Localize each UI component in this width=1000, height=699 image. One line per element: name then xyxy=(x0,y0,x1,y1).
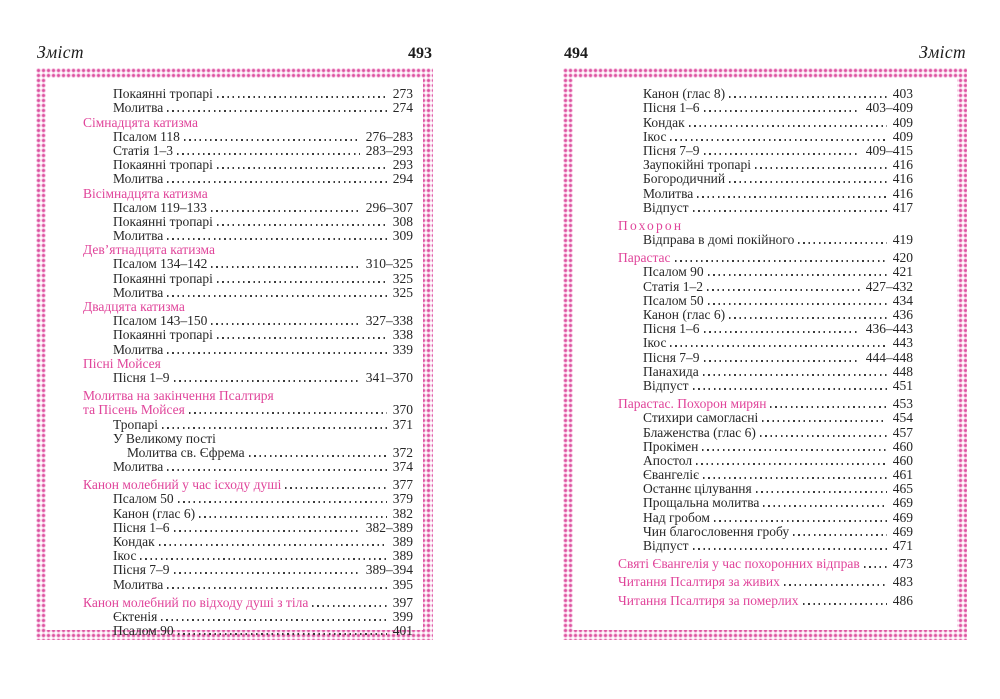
toc-entry-page: 403 xyxy=(892,86,913,102)
toc-entry xyxy=(618,411,913,425)
dot-leader xyxy=(729,317,887,319)
toc-entry xyxy=(83,610,413,624)
toc-entry-label: Ікос xyxy=(113,548,137,564)
toc-entry-label: Чин благословення гробу xyxy=(643,523,790,539)
dot-leader xyxy=(211,266,359,268)
toc-entry-label: Канон (глас 6) xyxy=(643,307,726,322)
toc-entry-label: Молитва xyxy=(113,576,164,592)
dot-leader xyxy=(161,619,386,621)
toc-entry-page: 416 xyxy=(892,157,913,173)
toc-entry xyxy=(83,314,413,328)
toc-entry-page: 460 xyxy=(892,452,913,468)
page-right xyxy=(563,42,967,640)
toc-entry-page: 339 xyxy=(392,341,413,357)
toc-entry xyxy=(83,328,413,342)
dot-leader xyxy=(217,337,387,339)
toc-entry-page: 389 xyxy=(392,534,413,549)
toc-entry-label: Псалом 50 xyxy=(113,491,174,507)
dot-leader xyxy=(693,388,887,390)
toc-entry-page: 469 xyxy=(892,495,913,511)
toc-entry xyxy=(618,525,913,539)
dot-leader xyxy=(217,224,387,226)
dot-leader xyxy=(708,303,887,305)
toc-entry-label: Канон (глас 8) xyxy=(643,86,726,102)
page-title: Зміст xyxy=(37,42,84,62)
toc-entry-label: Прокімен xyxy=(643,438,699,454)
toc-entry-page: 325 xyxy=(392,284,413,300)
toc-entry xyxy=(83,201,413,215)
toc-entry-label: Єктенія xyxy=(113,608,158,624)
toc-entry-label: Псалом 119–133 xyxy=(113,199,207,215)
toc-entry-page: 276–283 xyxy=(365,128,413,144)
toc-entry xyxy=(618,144,913,158)
toc-entry xyxy=(83,229,413,243)
page-number: 493 xyxy=(408,45,432,62)
toc-entry xyxy=(83,460,413,474)
toc-entry xyxy=(618,158,913,172)
toc-entry-page: 401 xyxy=(392,623,413,639)
toc-entry xyxy=(618,379,913,393)
toc-entry-page: 403–409 xyxy=(865,100,913,116)
toc-entry-label: Богородичний xyxy=(643,171,726,187)
toc-entry-label: Пісня 7–9 xyxy=(113,562,170,578)
toc-section-heading xyxy=(83,403,413,417)
dot-leader xyxy=(211,323,359,325)
toc-entry-page: 273 xyxy=(392,86,413,102)
toc-entry-page: 486 xyxy=(892,592,913,608)
toc-entry-page: 427–432 xyxy=(865,278,913,294)
dot-leader xyxy=(178,633,387,635)
toc-entry-page: 283–293 xyxy=(365,142,413,158)
dot-leader xyxy=(693,210,887,212)
dot-leader xyxy=(784,584,887,586)
toc-entry-page: 443 xyxy=(892,335,913,351)
toc-entry-page: 436 xyxy=(892,307,913,322)
dot-leader xyxy=(693,548,887,550)
dot-leader xyxy=(703,477,887,479)
toc-entry xyxy=(83,446,413,460)
toc-entry-page: 461 xyxy=(892,467,913,483)
toc-section-heading xyxy=(618,251,913,265)
dot-leader xyxy=(174,572,360,574)
dot-leader xyxy=(217,281,387,283)
toc-entry-label: Пісня 1–6 xyxy=(113,519,170,535)
dot-leader xyxy=(174,380,360,382)
toc-entry xyxy=(83,417,413,431)
toc-entry-page: 389 xyxy=(392,548,413,564)
toc-entry-page: 308 xyxy=(392,213,413,229)
toc-entry xyxy=(83,506,413,520)
toc-section-heading xyxy=(83,186,413,200)
toc-entry xyxy=(618,468,913,482)
toc-entry xyxy=(618,233,913,247)
toc-entry-page: 294 xyxy=(392,171,413,187)
dot-leader xyxy=(729,181,887,183)
toc-entry-page: 372 xyxy=(392,444,413,460)
toc-entry-label: Покаянні тропарі xyxy=(113,270,213,286)
toc-entry xyxy=(618,496,913,510)
toc-section-heading xyxy=(83,596,413,610)
toc-entry xyxy=(618,115,913,129)
dot-leader xyxy=(793,534,887,536)
dot-leader xyxy=(760,435,887,437)
page-left xyxy=(36,42,433,640)
toc-entry xyxy=(618,87,913,101)
toc-entry-page: 395 xyxy=(392,576,413,592)
toc-entry-page: 399 xyxy=(392,608,413,624)
toc-entry-label: Вісімнадцята катизма xyxy=(83,185,208,201)
toc-entry-label: Молитва xyxy=(113,284,164,300)
toc-entry xyxy=(83,172,413,186)
toc-entry-label: Псалом 90 xyxy=(113,623,174,639)
toc-entry-label: Покаянні тропарі xyxy=(113,86,213,102)
toc-entry xyxy=(618,454,913,468)
toc-entry-label: Над гробом xyxy=(643,509,710,525)
toc-entry-page: 382 xyxy=(392,505,413,521)
dot-leader xyxy=(184,139,360,141)
toc-entry-page: 473 xyxy=(892,556,913,572)
toc-entry-page: 420 xyxy=(892,250,913,266)
toc-entry xyxy=(83,535,413,549)
toc-entry xyxy=(83,215,413,229)
toc-entry-label: Відпуст xyxy=(643,538,689,553)
dot-leader xyxy=(167,295,386,297)
toc-entry xyxy=(618,510,913,524)
toc-entry-page: 327–338 xyxy=(365,313,413,329)
toc-entry-page: 341–370 xyxy=(365,369,413,385)
toc-entry-page: 417 xyxy=(892,199,913,215)
toc-entry-label: Відпуст xyxy=(643,377,689,393)
dot-leader xyxy=(189,412,387,414)
toc-entry xyxy=(83,432,413,446)
dot-leader xyxy=(675,260,887,262)
ornamental-border xyxy=(563,68,967,640)
toc-entry-label: Парастас xyxy=(618,250,671,266)
page-header-left xyxy=(36,42,433,68)
dot-leader xyxy=(708,274,887,276)
toc-entry-page: 274 xyxy=(392,100,413,116)
toc-entry xyxy=(83,624,413,638)
toc-entry-label: Пісні Мойсея xyxy=(83,355,161,371)
toc-entry xyxy=(83,371,413,385)
toc-entry-label: Молитва xyxy=(643,185,694,201)
dot-leader xyxy=(167,110,386,112)
dot-leader xyxy=(798,242,886,244)
toc-entry-label: Кондак xyxy=(113,534,155,549)
dot-leader xyxy=(140,558,386,560)
toc-entry-label: Євангеліє xyxy=(643,467,699,483)
toc-entry-label: Пісня 7–9 xyxy=(643,349,700,365)
dot-leader xyxy=(217,167,387,169)
toc-entry-page: 436–443 xyxy=(865,321,913,337)
dot-leader xyxy=(217,96,387,98)
toc-entry-label: Стихири самогласні xyxy=(643,410,759,426)
dot-leader xyxy=(763,505,886,507)
dot-leader xyxy=(167,469,386,471)
dot-leader xyxy=(670,345,886,347)
toc-entry-label: Пісня 1–6 xyxy=(643,100,700,116)
dot-leader xyxy=(755,167,887,169)
toc-entry xyxy=(618,350,913,364)
toc-entry-page: 382–389 xyxy=(365,519,413,535)
toc-entry xyxy=(83,144,413,158)
toc-section-heading xyxy=(618,575,913,589)
toc-entry-label: та Пісень Мойсея xyxy=(83,402,185,418)
dot-leader xyxy=(704,331,860,333)
toc-entry-page: 370 xyxy=(392,402,413,418)
toc-entry-page: 469 xyxy=(892,523,913,539)
dot-leader xyxy=(702,449,886,451)
toc-entry xyxy=(618,101,913,115)
toc-entry-page: 389–394 xyxy=(365,562,413,578)
toc-entry-label: Ікос xyxy=(643,128,667,144)
toc-section-heading xyxy=(618,219,913,233)
dot-leader xyxy=(159,544,387,546)
toc-entry-label: Статія 1–3 xyxy=(113,142,174,158)
page-title: Зміст xyxy=(919,42,966,62)
toc-entry xyxy=(618,201,913,215)
dot-leader xyxy=(211,210,360,212)
toc-entry xyxy=(83,286,413,300)
toc-section-heading xyxy=(83,300,413,314)
toc-entry-label: Читання Псалтиря за живих xyxy=(618,574,780,590)
dot-leader xyxy=(178,501,387,503)
page-number: 494 xyxy=(564,45,588,62)
toc-entry-label: Відправа в домі покійного xyxy=(643,232,795,248)
toc-entry-label: Блаженства (глас 6) xyxy=(643,424,756,440)
toc-entry xyxy=(618,172,913,186)
toc-entry-label: Сімнадцята катизма xyxy=(83,114,198,130)
toc-entry xyxy=(83,158,413,172)
dot-leader xyxy=(704,110,860,112)
toc-section-heading xyxy=(83,243,413,257)
dot-leader xyxy=(167,238,386,240)
toc-entry xyxy=(83,492,413,506)
toc-section-heading xyxy=(618,593,913,607)
toc-entry-label: Псалом 50 xyxy=(643,292,704,308)
toc-entry-page: 457 xyxy=(892,424,913,440)
toc-entry xyxy=(618,308,913,322)
toc-entry-label: Молитва xyxy=(113,459,164,475)
toc-entry-page: 448 xyxy=(892,363,913,379)
toc-entry-label: Кондак xyxy=(643,114,685,130)
toc-entry-page: 377 xyxy=(392,477,413,493)
toc-entry xyxy=(83,342,413,356)
toc-entry-page: 409–415 xyxy=(865,142,913,158)
dot-leader xyxy=(167,352,386,354)
dot-leader xyxy=(285,487,386,489)
toc-entry-label: Тропарі xyxy=(113,416,158,432)
ornamental-border xyxy=(36,68,433,640)
toc-entry-page: 454 xyxy=(892,410,913,426)
toc-entry-label: Прощальна молитва xyxy=(643,495,760,511)
toc-entry xyxy=(83,130,413,144)
toc-entry xyxy=(83,271,413,285)
toc-entry-label: Пісня 7–9 xyxy=(643,142,700,158)
toc-entry-label: Молитва xyxy=(113,171,164,187)
toc-entry xyxy=(618,186,913,200)
toc-entry-page: 374 xyxy=(392,459,413,475)
dot-leader xyxy=(762,420,886,422)
dot-leader xyxy=(174,530,360,532)
dot-leader xyxy=(756,491,887,493)
dot-leader xyxy=(167,587,386,589)
toc-entry-page: 451 xyxy=(892,377,913,393)
toc-entry-page: 296–307 xyxy=(365,199,413,215)
toc-entry-page: 421 xyxy=(892,264,913,280)
toc-entry-page: 471 xyxy=(892,538,913,553)
toc-entry-label: Псалом 90 xyxy=(643,264,704,280)
toc-entry-label: Відпуст xyxy=(643,199,689,215)
toc-entry xyxy=(83,563,413,577)
toc-entry-label: Покаянні тропарі xyxy=(113,327,213,343)
toc-list xyxy=(46,78,423,639)
toc-entry-page: 460 xyxy=(892,438,913,454)
toc-entry xyxy=(83,521,413,535)
toc-entry-page: 419 xyxy=(892,232,913,248)
toc-entry-label: Канон молебний у час ісходу душі xyxy=(83,477,282,493)
toc-entry-label: Канон (глас 6) xyxy=(113,505,196,521)
toc-entry-page: 434 xyxy=(892,292,913,308)
toc-entry-page: 409 xyxy=(892,114,913,130)
toc-entry xyxy=(618,322,913,336)
toc-entry-label: Молитва св. Єфрема xyxy=(127,444,245,460)
toc-section-heading xyxy=(618,557,913,571)
toc-entry xyxy=(83,549,413,563)
dot-leader xyxy=(670,139,886,141)
dot-leader xyxy=(249,455,387,457)
toc-entry-label: Молитва xyxy=(113,100,164,116)
dot-leader xyxy=(199,516,387,518)
toc-section-heading xyxy=(83,357,413,371)
toc-entry-page: 465 xyxy=(892,481,913,497)
toc-section-heading xyxy=(83,478,413,492)
toc-entry-page: 379 xyxy=(392,491,413,507)
dot-leader xyxy=(162,427,387,429)
toc-entry xyxy=(83,577,413,591)
toc-entry-label: Псалом 134–142 xyxy=(113,256,208,272)
toc-entry-label: Пісня 1–6 xyxy=(643,321,700,337)
toc-entry-label: У Великому пості xyxy=(113,430,216,446)
toc-entry xyxy=(618,279,913,293)
toc-entry-label: Молитва xyxy=(113,341,164,357)
dot-leader xyxy=(703,374,887,376)
toc-entry-page: 453 xyxy=(892,396,913,412)
toc-entry xyxy=(618,440,913,454)
toc-entry-page: 416 xyxy=(892,171,913,187)
toc-entry xyxy=(618,265,913,279)
toc-entry-label: Святі Євангелія у час похоронних відправ xyxy=(618,556,860,572)
toc-entry-label: Дев’ятнадцята катизма xyxy=(83,242,216,258)
toc-entry-label: Канон молебний по відходу душі з тіла xyxy=(83,594,309,610)
dot-leader xyxy=(729,96,887,98)
toc-entry-label: Молитва xyxy=(113,228,164,244)
toc-entry-label: Останнє цілування xyxy=(643,481,752,497)
dot-leader xyxy=(803,603,887,605)
toc-entry-label: Псалом 143–150 xyxy=(113,313,208,329)
toc-entry-page: 416 xyxy=(892,185,913,201)
toc-entry-label: Пісня 1–9 xyxy=(113,369,170,385)
dot-leader xyxy=(177,153,360,155)
dot-leader xyxy=(707,289,860,291)
dot-leader xyxy=(167,181,386,183)
toc-entry xyxy=(618,425,913,439)
toc-section-heading xyxy=(83,389,413,403)
toc-entry xyxy=(83,101,413,115)
toc-entry-label: Читання Псалтиря за померлих xyxy=(618,592,799,608)
toc-entry xyxy=(618,336,913,350)
toc-section-heading xyxy=(83,115,413,129)
dot-leader xyxy=(714,520,887,522)
toc-entry-label: Покаянні тропарі xyxy=(113,213,213,229)
toc-entry-label: Ікос xyxy=(643,335,667,351)
toc-entry xyxy=(618,539,913,553)
toc-entry-label: Панахида xyxy=(643,363,699,379)
dot-leader xyxy=(697,196,886,198)
toc-entry-label: Похорон xyxy=(618,217,684,233)
toc-entry-label: Парастас. Похорон мирян xyxy=(618,396,767,412)
dot-leader xyxy=(704,153,860,155)
dot-leader xyxy=(770,406,886,408)
toc-entry-page: 309 xyxy=(392,228,413,244)
toc-entry xyxy=(618,294,913,308)
toc-entry-page: 409 xyxy=(892,128,913,144)
dot-leader xyxy=(696,463,887,465)
dot-leader xyxy=(689,125,887,127)
toc-entry-page: 310–325 xyxy=(365,256,413,272)
toc-entry-page: 483 xyxy=(892,574,913,590)
toc-section-heading xyxy=(618,397,913,411)
toc-entry-label: Двадцята катизма xyxy=(83,299,185,314)
toc-entry xyxy=(83,257,413,271)
toc-entry-label: Апостол xyxy=(643,452,693,468)
toc-entry xyxy=(83,87,413,101)
dot-leader xyxy=(704,360,860,362)
toc-entry-label: Молитва на закінчення Псалтиря xyxy=(83,388,274,404)
toc-entry-label: Статія 1–2 xyxy=(643,278,704,294)
toc-entry-label: Заупокійні тропарі xyxy=(643,157,751,173)
toc-entry-page: 325 xyxy=(392,270,413,286)
toc-entry-page: 444–448 xyxy=(865,349,913,365)
page-header-right xyxy=(563,42,967,68)
toc-entry-label: Псалом 118 xyxy=(113,128,180,144)
toc-entry xyxy=(618,130,913,144)
toc-entry-page: 371 xyxy=(392,416,413,432)
toc-list xyxy=(573,78,957,630)
dot-leader xyxy=(864,566,887,568)
toc-entry xyxy=(618,365,913,379)
toc-entry xyxy=(618,482,913,496)
toc-entry-page: 397 xyxy=(392,594,413,610)
toc-entry-page: 338 xyxy=(392,327,413,343)
toc-entry-label: Покаянні тропарі xyxy=(113,157,213,173)
toc-entry-page: 293 xyxy=(392,157,413,173)
dot-leader xyxy=(312,605,386,607)
toc-entry-page: 469 xyxy=(892,509,913,525)
